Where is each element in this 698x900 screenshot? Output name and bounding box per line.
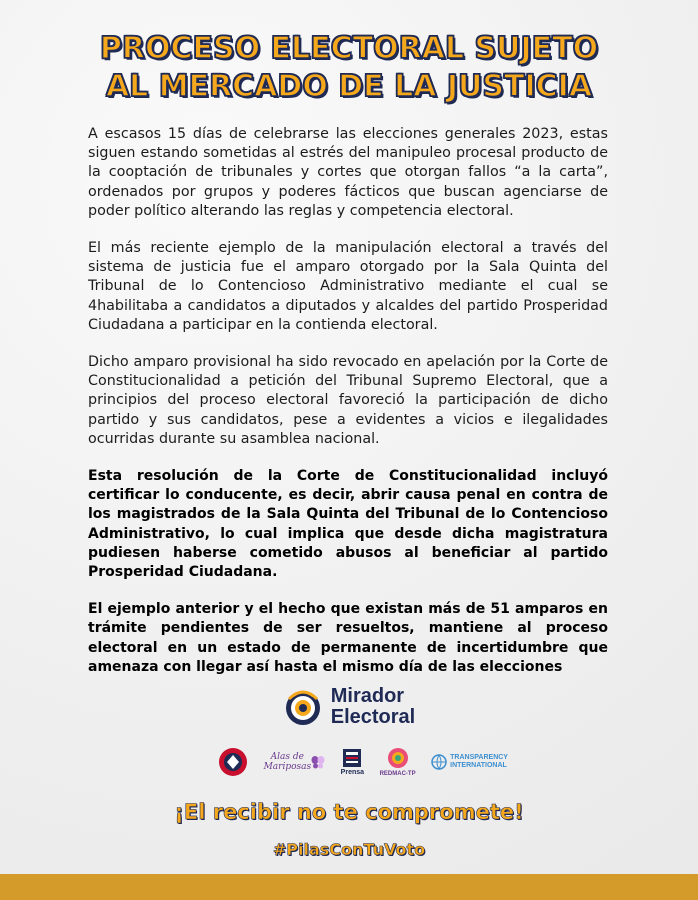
alas-line-1: Alas de [270, 752, 304, 762]
paragraph-1: A escasos 15 días de celebrarse las elecciones generales 2023, estas siguen estando sometidas al estrés del manipuleo procesal producto de la cooptación de tribunales y cortes que otorgan fallos “a la carta”, ordenados por grupos y poderes fácticos que buscan agenciarse de poder político alterando las reglas y competencia electoral. [88, 126, 608, 219]
butterfly-icon [311, 755, 325, 769]
slogan: ¡El recibir no te compromete! [174, 800, 524, 824]
partner-alas-de-mariposas [264, 752, 326, 772]
paragraph-5: El ejemplo anterior y el hecho que existan más de 51 amparos en trámite pendientes de ser resueltos, mantiene al proceso electoral en un estado de permanente de incertidumbre que amenaza con llegar así hasta el mismo día de las elecciones [88, 601, 608, 675]
partner-logos [218, 744, 508, 780]
logo-text [331, 686, 415, 728]
redmac-label: REDMAC-TP [379, 771, 416, 777]
ti-line-2: INTERNATIONAL [450, 762, 507, 769]
eye-logo-icon [283, 687, 323, 727]
redmac-icon [386, 746, 410, 770]
mirador-electoral-logo [0, 686, 698, 728]
alas-line-2: Mariposas [263, 762, 312, 772]
partner-transparency-international [431, 754, 508, 770]
prensa-label: Prensa [340, 769, 365, 776]
article-body [88, 125, 608, 695]
paragraph-3: Dicho amparo provisional ha sido revocado en apelación por la Corte de Constitucionalidad a petición del Tribunal Supremo Electoral, que a principios del proceso electoral favoreció la participación de dicho partido y sus candidatos, pese a evidentes a vicios e ilegalidades ocurridas durante su asamblea nacional. [88, 354, 608, 447]
ti-line-1: TRANSPARENCY [450, 754, 508, 761]
globe-icon [431, 754, 447, 770]
paragraph-2: El más reciente ejemplo de la manipulación electoral a través del sistema de justicia fue el amparo otorgado por la Sala Quinta del Tribunal de lo Contencioso Administrativo mediante el cual se 4habilitaba a candidatos a diputados y alcaldes del partido Prosperidad Ciudadana a participar en la contienda electoral. [88, 240, 608, 333]
hashtag: #PilasConTuVoto [272, 840, 426, 859]
logo-line-1: Mirador [330, 685, 405, 707]
press-icon [341, 747, 363, 769]
paragraph-4: Esta resolución de la Corte de Constitucionalidad incluyó certificar lo conducente, es decir, abrir causa penal en contra de los magistrados de la Sala Quinta del Tribunal de lo Contencioso Administrativo, lo cual implica que desde dicha magistratura pudiesen haberse cometido abusos al beneficiar al partido Prosperidad Ciudadana. [88, 468, 608, 581]
logo-line-2: Electoral [330, 706, 416, 728]
red-emblem-icon [218, 747, 248, 777]
partner-redmac [380, 746, 416, 778]
title-line-2: AL MERCADO DE LA JUSTICIA [105, 69, 593, 104]
bottom-bar [0, 874, 698, 900]
title-line-1: PROCESO ELECTORAL SUJETO [99, 31, 599, 66]
page-title [0, 30, 698, 106]
partner-red-emblem [218, 747, 248, 777]
partner-prensa [341, 747, 364, 777]
